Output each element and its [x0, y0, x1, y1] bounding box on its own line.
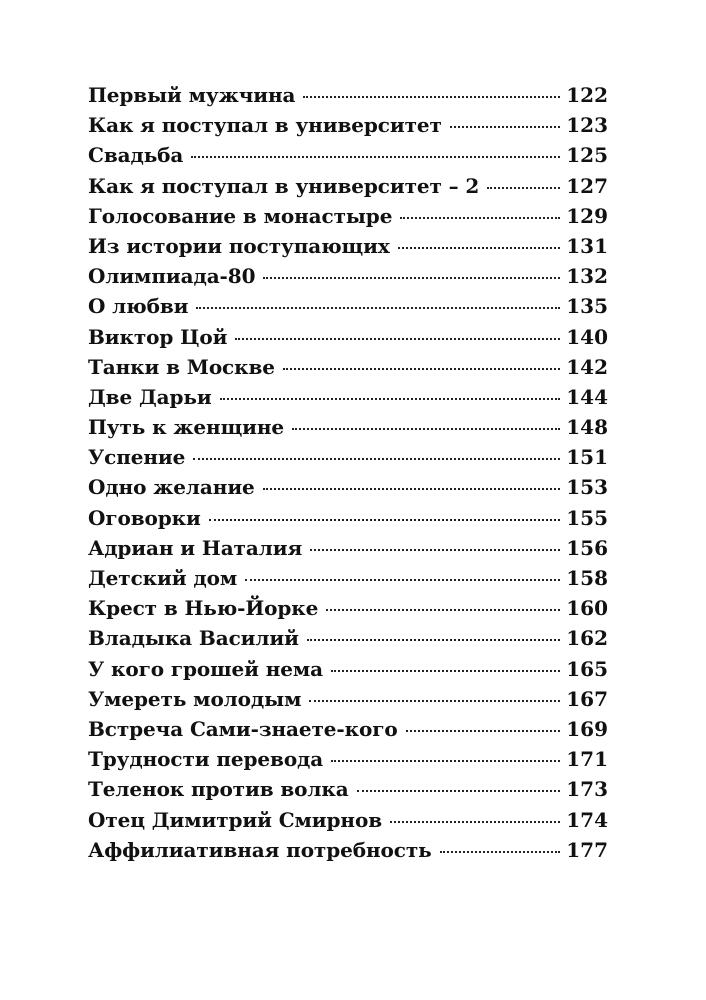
toc-entry [88, 593, 608, 623]
toc-entry-page-number: 122 [566, 83, 608, 107]
toc-entry-title: Одно желание [88, 475, 255, 500]
toc-entry-page-number: 151 [566, 445, 608, 470]
toc-entry [88, 352, 608, 382]
toc-dot-leader [487, 187, 560, 189]
toc-entry-page-number: 123 [566, 113, 608, 138]
toc-dot-leader [440, 851, 561, 853]
toc-entry [88, 110, 608, 140]
toc-dot-leader [331, 670, 560, 672]
toc-dot-leader [263, 277, 560, 279]
toc-entry-page-number: 155 [566, 505, 608, 530]
toc-entry [88, 714, 608, 744]
toc-dot-leader [331, 760, 560, 762]
toc-entry-title: Аффилиативная потребность [88, 837, 432, 862]
toc-entry-page-number: 144 [566, 384, 608, 409]
toc-entry [88, 442, 608, 472]
toc-entry-title: Оговорки [88, 505, 201, 530]
toc-entry [88, 654, 608, 684]
toc-dot-leader [292, 428, 560, 430]
toc-entry-page-number: 160 [566, 596, 608, 621]
toc-entry-title: Как я поступал в университет – 2 [88, 173, 480, 198]
toc-entry [88, 140, 608, 170]
toc-entry-page-number: 135 [566, 294, 608, 319]
toc-entry [88, 744, 608, 774]
toc-entry-title: Теленок против волка [88, 777, 349, 802]
toc-entry-title: Первый мужчина [88, 83, 296, 107]
toc-entry-page-number: 129 [566, 203, 608, 228]
toc-entry [88, 322, 608, 352]
toc-entry-page-number: 156 [566, 535, 608, 560]
toc-entry-title: Встреча Сами-знаете-кого [88, 716, 398, 741]
toc-entry [88, 684, 608, 714]
toc-entry [88, 835, 608, 865]
toc-dot-leader [309, 700, 560, 702]
toc-dot-leader [450, 126, 560, 128]
toc-entry-title: Адриан и Наталия [88, 535, 303, 560]
toc-entry [88, 261, 608, 291]
toc-entry-title: О любви [88, 294, 189, 319]
toc-entry [88, 503, 608, 533]
toc-entry-title: Успение [88, 445, 186, 470]
toc-entry-title: Умереть молодым [88, 686, 302, 711]
toc-entry-page-number: 132 [566, 264, 608, 289]
toc-entry [88, 231, 608, 261]
toc-entry-page-number: 125 [566, 143, 608, 168]
toc-dot-leader [283, 368, 560, 370]
toc-entry-title: Трудности перевода [88, 747, 324, 772]
toc-entry-title: Из истории поступающих [88, 233, 390, 258]
toc-entry [88, 623, 608, 653]
toc-dot-leader [191, 156, 560, 158]
toc-entry [88, 412, 608, 442]
toc-dot-leader [245, 579, 560, 581]
toc-entry-title: Детский дом [88, 566, 238, 590]
toc-entry-page-number: 171 [566, 747, 608, 772]
toc-entry-page-number: 140 [566, 324, 608, 349]
toc-entry-page-number: 127 [566, 173, 608, 198]
toc-entry-title: Крест в Нью-Йорке [88, 596, 319, 621]
toc-dot-leader [220, 398, 561, 400]
toc-dot-leader [398, 247, 561, 249]
toc-dot-leader [196, 307, 560, 309]
toc-dot-leader [326, 609, 560, 611]
toc-dot-leader [209, 519, 561, 521]
toc-entry-page-number: 131 [566, 233, 608, 258]
toc-entry-page-number: 177 [566, 837, 608, 862]
toc-entry [88, 533, 608, 563]
toc-entry-page-number: 162 [566, 626, 608, 651]
toc-dot-leader [307, 639, 560, 641]
toc-entry [88, 201, 608, 231]
toc-entry [88, 382, 608, 412]
toc-entry [88, 171, 608, 201]
toc-entry-title: Отец Димитрий Смирнов [88, 807, 382, 832]
toc-entry-page-number: 165 [566, 656, 608, 681]
toc-dot-leader [390, 821, 560, 823]
toc-entry-page-number: 158 [566, 566, 608, 590]
toc-entry-title: Голосование в монастыре [88, 203, 393, 228]
toc-entry-page-number: 174 [566, 807, 608, 832]
toc-entry [88, 774, 608, 804]
toc-entry [88, 472, 608, 502]
toc-entry-title: Виктор Цой [88, 324, 228, 349]
toc-dot-leader [400, 217, 560, 219]
toc-entry-page-number: 167 [566, 686, 608, 711]
toc-entry-title: У кого грошей нема [88, 656, 324, 681]
toc-entry-page-number: 142 [566, 354, 608, 379]
toc-entry-page-number: 148 [566, 415, 608, 440]
toc-entry-title: Две Дарьи [88, 384, 212, 409]
toc-entry-title: Как я поступал в университет [88, 113, 442, 138]
toc-entry [88, 805, 608, 835]
toc-dot-leader [263, 488, 561, 490]
toc-entry [88, 563, 608, 593]
toc-dot-leader [406, 730, 561, 732]
toc-entry-page-number: 169 [566, 716, 608, 741]
table-of-contents [88, 80, 608, 865]
toc-entry-title: Танки в Москве [88, 354, 275, 379]
toc-entry-title: Свадьба [88, 143, 184, 168]
toc-entry-page-number: 173 [566, 777, 608, 802]
toc-entry [88, 291, 608, 321]
toc-dot-leader [193, 458, 560, 460]
toc-entry-title: Путь к женщине [88, 415, 285, 440]
toc-dot-leader [310, 549, 560, 551]
toc-dot-leader [303, 96, 560, 98]
toc-dot-leader [357, 790, 561, 792]
toc-entry [88, 80, 608, 110]
toc-entry-title: Владыка Василий [88, 626, 299, 651]
toc-entry-page-number: 153 [566, 475, 608, 500]
toc-dot-leader [235, 338, 560, 340]
toc-entry-title: Олимпиада-80 [88, 264, 256, 289]
